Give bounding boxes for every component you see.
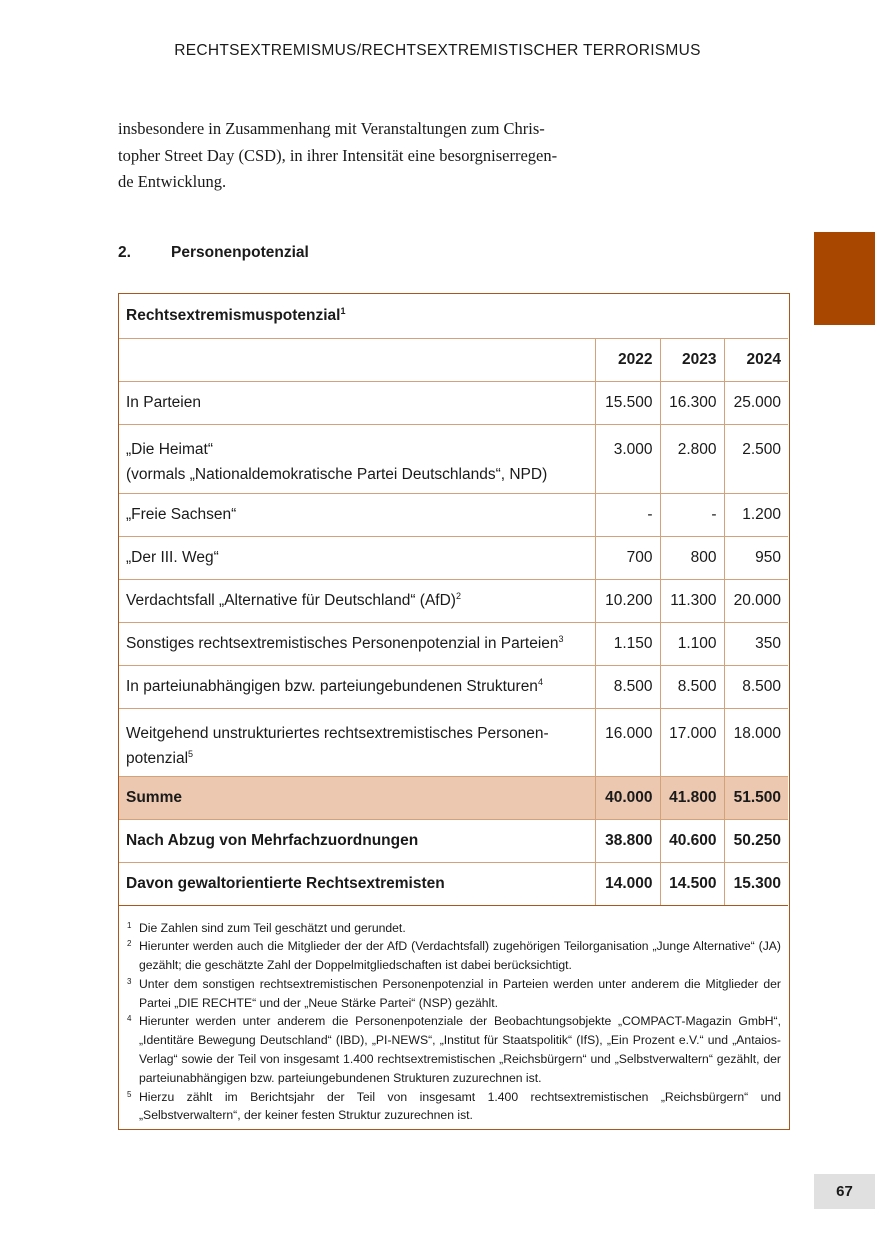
intro-line: topher Street Day (CSD), in ihrer Intensität eine besorgniserregen- [118,145,558,165]
year-header: 2022 [595,338,660,381]
row-label: Nach Abzug von Mehrfachzuordnungen [119,819,595,862]
value-cell: 18.000 [724,708,788,776]
row-label: Summe [119,776,595,819]
footnote-text: Hierunter werden auch die Mitglieder der der AfD (Verdachtsfall) zugehörigen Teilorganisation „Junge Alternative“ (JA) gezählt; die geschätzte Zahl der Doppelmitgliedschaften ist dabei berücksichtigt. [139,939,781,973]
value-cell: 8.500 [660,665,724,708]
value-cell: - [595,493,660,536]
value-cell: 3.000 [595,424,660,493]
potential-table [119,294,788,906]
value-cell: 10.200 [595,579,660,622]
value-cell: 15.300 [724,862,788,905]
footnote [127,1088,781,1126]
intro-line: insbesondere in Zusammenhang mit Veranstaltungen zum Chris- [118,119,545,138]
value-cell: - [660,493,724,536]
chapter-tab-marker [814,232,875,325]
page-number: 67 [814,1174,875,1209]
value-cell: 20.000 [724,579,788,622]
footnote-ref: 3 [558,633,564,644]
table-row [119,493,788,536]
value-cell: 14.500 [660,862,724,905]
table-row [119,665,788,708]
row-label: In parteiunabhängigen bzw. parteiungebundenen Strukturen$^4$ [119,665,595,708]
year-header: 2024 [724,338,788,381]
footnote-ref: 4 [537,676,543,687]
potential-table-box [118,293,790,1130]
table-row [119,424,788,493]
row-label: Weitgehend unstrukturiertes rechtsextremistisches Personen- potenzial$^5$ [119,708,595,776]
footnote [127,1012,781,1087]
footnote [127,975,781,1013]
row-label: Davon gewaltorientierte Rechtsextremisten [119,862,595,905]
section-heading [118,244,309,262]
row-label: Sonstiges rechtsextremistisches Personenpotenzial in Parteien$^3$ [119,622,595,665]
value-cell: 50.250 [724,819,788,862]
footnote [127,919,781,938]
footnote-mark: 5 [127,1089,132,1099]
row-label: „Freie Sachsen“ [119,493,595,536]
footnote-ref: 1 [340,305,346,316]
value-cell: 40.600 [660,819,724,862]
row-label: Verdachtsfall „Alternative für Deutschland“ (AfD)$^2$ [119,579,595,622]
table-row [119,381,788,424]
net-row [119,819,788,862]
value-cell: 2.500 [724,424,788,493]
year-header-row [119,338,788,381]
value-cell: 1.100 [660,622,724,665]
value-cell: 2.800 [660,424,724,493]
value-cell: 8.500 [724,665,788,708]
value-cell: 16.300 [660,381,724,424]
value-cell: 51.500 [724,776,788,819]
value-cell: 17.000 [660,708,724,776]
value-cell: 16.000 [595,708,660,776]
row-label: „Die Heimat“ (vormals „Nationaldemokratische Partei Deutschlands“, NPD) [119,424,595,493]
footnote-text: Die Zahlen sind zum Teil geschätzt und gerundet. [139,920,406,935]
table-row [119,536,788,579]
footnote-mark: 1 [127,920,132,930]
intro-line: de Entwicklung. [118,172,227,191]
running-header: RECHTSEXTREMISMUS/RECHTSEXTREMISTISCHER TERRORISMUS [174,42,701,59]
value-cell: 8.500 [595,665,660,708]
value-cell: 38.800 [595,819,660,862]
value-cell: 800 [660,536,724,579]
footnotes [119,906,789,1126]
section-title: Personenpotenzial [171,244,309,261]
value-cell: 14.000 [595,862,660,905]
footnote-text: Hierzu zählt im Berichtsjahr der Teil von insgesamt 1.400 rechtsextremistischen „Reichsbürgern“ und „Selbstverwaltern“, der keiner festen Struktur zuzurechnen ist. [139,1089,781,1123]
footnote-ref: 5 [188,748,194,759]
row-label: „Der III. Weg“ [119,536,595,579]
footnote-text: Hierunter werden unter anderem die Personenpotenziale der Beobachtungsobjekte „COMPACT-Magazin GmbH“, „Identitäre Bewegung Deutschland“ (IBD), „PI-NEWS“, „Institut für Staatspolitik“ (IfS), „Ein Prozent e.V.“ und „Antaios-Verlag“ sowie der Teil von insgesamt 1.400 rechtsextremistischen „Reichsbürgern“ und „Selbstverwaltern“ gezählt, der parteiunabhängigen bzw. parteiungebundenen Strukturen zuzurechnen ist. [139,1014,781,1085]
empty-header-cell [119,338,595,381]
violent-row [119,862,788,905]
sum-row [119,776,788,819]
footnote-text: Unter dem sonstigen rechtsextremistischen Personenpotenzial in Parteien werden unter anderem die Mitglieder der Partei „DIE RECHTE“ und der „Neue Stärke Partei“ (NSP) gezählt. [139,976,781,1010]
table-row [119,622,788,665]
footnote [127,937,781,975]
intro-paragraph [118,116,618,196]
value-cell: 15.500 [595,381,660,424]
table-title-row [119,294,788,338]
value-cell: 950 [724,536,788,579]
table-row [119,708,788,776]
value-cell: 1.200 [724,493,788,536]
value-cell: 700 [595,536,660,579]
footnote-mark: 2 [127,939,132,949]
value-cell: 40.000 [595,776,660,819]
row-label: In Parteien [119,381,595,424]
value-cell: 25.000 [724,381,788,424]
value-cell: 11.300 [660,579,724,622]
table-title: Rechtsextremismuspotenzial$^1$ [119,294,788,338]
section-number: 2. [118,244,131,261]
value-cell: 1.150 [595,622,660,665]
footnote-mark: 4 [127,1014,132,1024]
footnote-ref: 2 [455,590,461,601]
value-cell: 41.800 [660,776,724,819]
table-row [119,579,788,622]
footnote-mark: 3 [127,976,132,986]
value-cell: 350 [724,622,788,665]
year-header: 2023 [660,338,724,381]
